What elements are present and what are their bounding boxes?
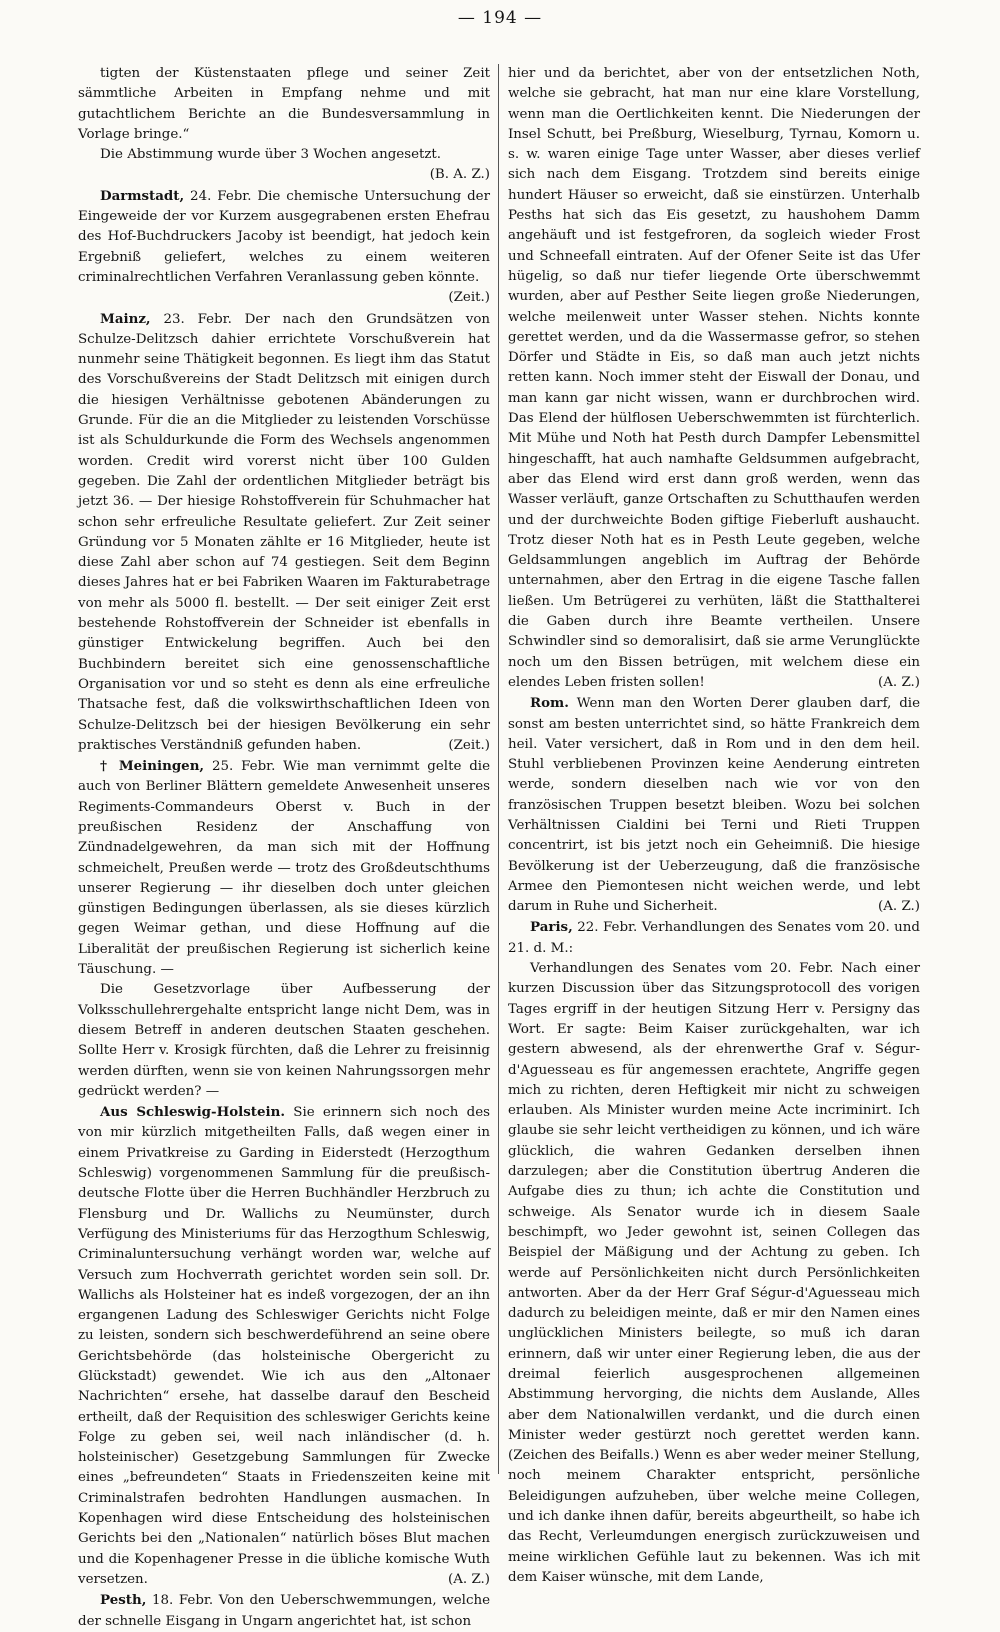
source-tag: (A. Z.) [878,674,920,690]
source-tag: (A. Z.) [448,1571,490,1587]
dateline-pesth: Pesth, [100,1592,147,1609]
left-column [78,64,490,1632]
article-pesth-continuation-text: hier und da berichtet, aber von der entsetzlichen Noth, welche sie gebracht, hat man nur eine klare Vorstellung, wenn man die Oertlichkeiten kennt. Die Niederungen der Insel Schutt, bei Preßburg, Wieselburg, Tyrnau, Komorn u. s. w. waren einige Tage unter Wasser, aber dieses verlief sich nach dem Eisgang. Trotzdem sind bereits einige hundert Häuser so erweicht, daß sie einstürzen. Unterhalb Pesths hat sich das Eis gesetzt, zu haushohem Damm angehäuft und ist festgefroren, da sogleich wieder Frost und Schneefall eintraten. Auf der Ofener Seite ist das Ufer hügelig, so daß nur tiefer liegende Orte überschwemmt wurden, aber auf Pesther Seite liegen große Niederungen, welche meilenweit unter Wasser stehen. Nichts konnte gerettet werden, und da die Wassermasse gefror, so stehen Dörfer und Städte in Eis, so daß man auch jetzt nichts retten kann. Noch immer steht der Eiswall der Donau, und man kann gar nicht wissen, wann er durchbrochen wird. Das Elend der hülflosen Ueberschwemmten ist fürchterlich. Mit Mühe und Noth hat Pesth durch Dampfer Lebensmittel hingeschafft, hat auch namhafte Geldsummen aufgebracht, aber das Elend wird erst dann groß werden, wenn das Wasser verläuft, ganze Ortschaften zu Schutthaufen werden und der durchweichte Boden giftige Fieberluft aushaucht. Trotz dieser Noth hat es in Pesth Leute gegeben, welche Geldsammlungen angeblich im Auftrag der Behörde unternahmen, aber den Ertrag in die eigene Tasche fallen ließen. Um Betrügerei zu verhüten, läßt die Statthalterei die Gaben durch ihre Beamte vertheilen. Unsere Schwindler sind so demoralisirt, daß sie arme Verunglückte noch um den Bissen betrügen, mit welchem diese ein elendes Leben fristen sollen! [508,66,920,690]
article-schleswig-holstein [78,1102,490,1590]
article-rom-text: Wenn man den Worten Derer glauben darf, die sonst am besten unterrichtet sind, so hätte Frankreich dem heil. Vater versichert, daß in Rom und in den dem heil. Stuhl verbliebenen Provinzen keine Aenderung eintreten werde, sondern dieselben nach wie vor von den französischen Truppen besetzt bleiben. Wozu bei solchen Verhältnissen Cialdini bei Terni und Rieti Truppen concentrirt, ist bis jetzt noch ein Geheimniß. Die hiesige Bevölkerung ist der Ueberzeugung, daß die französische Armee den Piemontesen nicht weichen werde, und lebt darum in Ruhe und Sicherheit. [508,696,920,915]
article-pesth-text: 18. Febr. Von den Ueberschwemmungen, welche der schnelle Eisgang in Ungarn angerichtet hat, ist schon [78,1593,490,1629]
article-darmstadt [78,186,490,306]
article-paris-text: 22. Febr. Verhandlungen des Senates vom 20. und 21. d. M.: [508,920,920,956]
article-schleswig-holstein-text: Sie erinnern sich noch des von mir kürzlich mitgetheilten Falls, daß wegen einer in einem Privatkreise zu Garding in Eiderstedt (Herzogthum Schleswig) vorgenommenen Sammlung für die preußisch-deutsche Flotte über die Herren Buchhändler Herzbruch zu Flensburg und Dr. Wallichs zu Neumünster, durch Verfügung des Ministeriums für das Herzogthum Schleswig, Criminaluntersuchung verhängt worden war, welche auf Versuch zum Hochverrath gerichtet worden sein soll. Dr. Wallichs als Holsteiner hat es indeß vorgezogen, der an ihn ergangenen Ladung des Schleswiger Gerichts nicht Folge zu leisten, sondern sich beschwerdeführend an seine obere Gerichtsbehörde (das holsteinische Obergericht zu Glückstadt) gewendet. Wie ich aus den „Altonaer Nachrichten“ ersehe, hat dasselbe darauf den Bescheid ertheilt, daß der Requisition des schleswiger Gerichts keine Folge zu geben sei, weil nach inländischer (d. h. holsteinischer) Gesetzgebung Sammlungen für Zwecke eines „befreundeten“ Staats in Friedenszeiten keine mit Criminalstrafen bedrohten Handlungen ausmachen. In Kopenhagen wird diese Entscheidung des holsteinischen Gerichts bei den „Nationalen“ natürlich böses Blut machen und die Kopenhagener Presse in die übliche komische Wuth versetzen. [78,1105,490,1587]
article-pesth [78,1590,490,1632]
article-pesth-continuation [508,64,920,693]
article-darmstadt-text: 24. Febr. Die chemische Untersuchung der Eingeweide der vor Kurzem ausgegrabenen ersten Ehefrau des Hof-Buchdruckers Jacoby ist beendigt, hat jedoch kein Ergebniß geliefert, welches zu einem weiteren criminalrechtlichen Verfahren Veranlassung geben könnte. [78,188,490,285]
page-number: — 194 — [457,8,543,28]
vote-note-text: Die Abstimmung wurde über 3 Wochen angesetzt. [100,147,442,163]
right-column [508,64,920,1588]
dateline-darmstadt: Darmstadt, [100,187,185,204]
article-rom [508,693,920,917]
dateline-mainz: Mainz, [100,310,151,327]
source-tag: (Zeit.) [448,290,490,306]
dateline-schleswig-holstein: Aus Schleswig-Holstein. [100,1104,285,1121]
article-continuation: tigten der Küstenstaaten pflege und seiner Zeit sämmtliche Arbeiten in Empfang nehme und mit gutachtlichem Berichte an die Bundesversammlung in Vorlage bringe.“ [78,66,490,142]
dateline-paris: Paris, [530,919,573,936]
article-paris-2: Verhandlungen des Senates vom 20. Febr. Nach einer kurzen Discussion über das Sitzungsprotocoll des vorigen Tages ergriff in der heutigen Sitzung Herr v. Persigny das Wort. Er sagte: Beim Kaiser zurückgehalten, war ich gestern abwesend, als der ehrenwerthe Graf v. Ségur-d'Aguesseau es für angemessen erachtete, Angriffe gegen mich zu richten, deren Heftigkeit mir nicht zu schweigen erlauben. Als Minister wurden meine Acte incriminirt. Ich glaube sie sehr leicht vertheidigen zu können, und ich wäre glücklich, die wahren Gedanken derselben ihnen darzulegen; aber die Constitution übertrug Anderen die Aufgabe dies zu thun; ich achte die Constitution und schweige. Als Senator wurde ich in diesem Saale beschimpft, wo Jeder gewohnt ist, seinen Collegen das Beispiel der Mäßigung und der Achtung zu geben. Ich werde auf Persönlichkeiten nicht durch Persönlichkeiten antworten. Aber da der Herr Graf Ségur-d'Aguesseau mich dadurch zu beleidigen meinte, daß er mir den Namen eines unglücklichen Ministers beilegte, so muß ich daran erinnern, daß wir unter einer Regierung leben, die aus der dreimal feierlich ausgesprochenen allgemeinen Abstimmung hervorging, die nichts dem Auslande, Alles aber dem Nationalwillen verdankt, und die durch einen Minister weder gestürzt noch gerettet werden kann. (Zeichen des Beifalls.) Wenn es aber weder meiner Stellung, noch meinem Charakter entspricht, persönliche Beleidigungen aufzuheben, über welche meine Collegen, und ich danke ihnen dafür, bereits abgeurtheilt, so habe ich das Recht, Verleumdungen energisch zurückzuweisen und meine wirklichen Gefühle laut zu bekennen. Was ich mit dem Kaiser wünsche, mit dem Lande, [508,961,920,1585]
article-mainz [78,309,490,757]
article-meiningen [78,756,490,980]
source-tag: (A. Z.) [878,899,920,915]
source-tag: (B. A. Z.) [429,167,490,183]
article-meiningen-2: Die Gesetzvorlage über Aufbesserung der Volksschullehrergehalte entspricht lange nicht Dem, was in diesem Betreff in anderen deutschen Staaten geschehen. Sollte Herr v. Krosigk fürchten, daß die Lehrer zu freisinnig werden dürften, wenn sie von keinen Nahrungssorgen mehr gedrückt werden? — [78,982,490,1099]
source-tag: (Zeit.) [448,737,490,753]
column-divider [498,64,499,1474]
article-paris [508,917,920,959]
dateline-rom: Rom. [530,695,569,712]
dateline-meiningen: † Meiningen, [100,758,205,775]
vote-note [78,145,490,165]
article-meiningen-text: 25. Febr. Wie man vernimmt gelte die auch von Berliner Blättern gemeldete Anwesenheit unseres Regiments-Commandeurs Oberst v. Buch in der preußischen Residenz der Anschaffung von Zündnadelgewehren, da man sich mit der Hoffnung schmeichelt, Preußen werde — trotz des Großdeutschthums unserer Regierung — ihr dieselben doch unter gleichen günstigen Bedingungen überlassen, als sie dieses kürzlich gegen Weimar gethan, und diese Hoffnung auf die Liberalität der preußischen Regierung ist sicherlich keine Täuschung. — [78,759,490,978]
article-mainz-text: 23. Febr. Der nach den Grundsätzen von Schulze-Delitzsch dahier errichtete Vorschußverein hat nunmehr seine Thätigkeit begonnen. Es liegt ihm das Statut des Vorschußvereins der Stadt Delitzsch mit einigen durch die hiesigen Verhältnisse gebotenen Abänderungen zu Grunde. Für die an die Mitglieder zu leistenden Vorschüsse ist als Schuldurkunde die Form des Wechsels angenommen worden. Credit wird vorerst nicht über 100 Gulden gegeben. Die Zahl der ordentlichen Mitglieder beträgt bis jetzt 36. — Der hiesige Rohstoffverein für Schuhmacher hat schon sehr erfreuliche Resultate geliefert. Zur Zeit seiner Gründung vor 5 Monaten zählte er 16 Mitglieder, heute ist diese Zahl aber schon auf 74 gestiegen. Seit dem Beginn dieses Jahres hat er bei Fabriken Waaren im Fakturabetrage von mehr als 5000 fl. bestellt. — Der seit einiger Zeit erst bestehende Rohstoffverein der Schneider ist ebenfalls in günstiger Entwickelung begriffen. Auch bei den Buchbindern bereitet sich eine genossenschaftliche Organisation vor und so steht es denn als eine erfreuliche Thatsache fest, daß die volkswirthschaftlichen Ideen von Schulze-Delitzsch bei der hiesigen Bevölkerung ein sehr praktisches Verständniß gefunden haben. [78,311,490,753]
